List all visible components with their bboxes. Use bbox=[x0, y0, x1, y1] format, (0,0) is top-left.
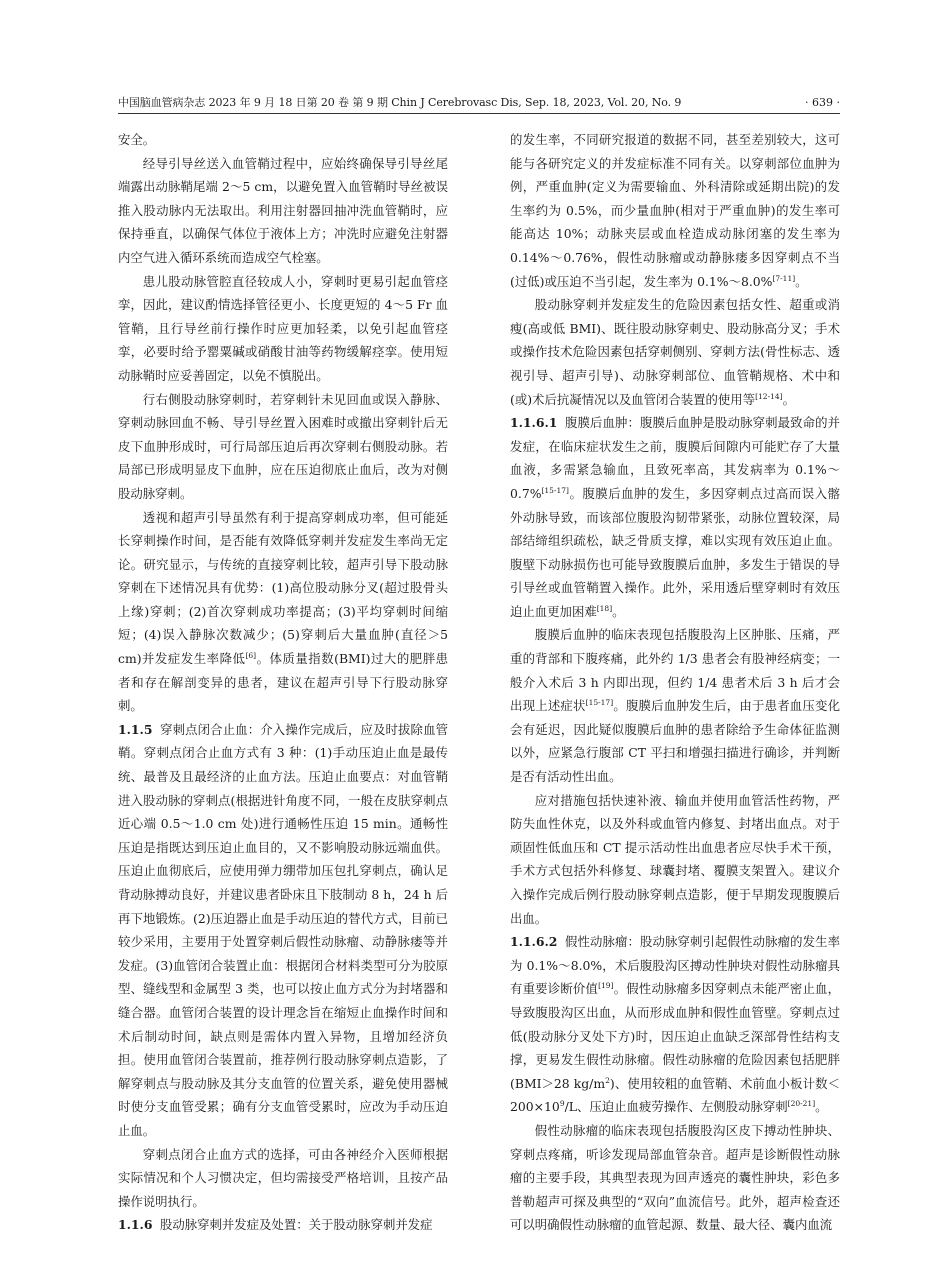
paragraph: 安全。 bbox=[118, 132, 156, 147]
paragraph-text: 透视和超声引导虽然有利于提高穿刺成功率，但可能延长穿刺操作时间，是否能有效降低穿刺并发症发生率尚无定论。研究显示，与传统的直接穿刺比较，超声引导下股动脉穿刺在下述情况具有优势：(1)高位股动脉分叉(超过股骨头上缘)穿刺；(2)首次穿刺成功率提高；(3)平均穿刺时间缩短；(4)误入静脉次数减少；(5)穿刺后大量血肿(直径＞5 cm)并发症发生率降低 bbox=[118, 509, 448, 667]
paragraph: 应对措施包括快速补液、输血并使用血管活性药物，严防失血性休克，以及外科或血管内修复、封堵出血点。对于顽固性低血压和 CT 提示活动性出血患者应尽快手术干预，手术方式包括外科修复、球囊封堵、覆膜支架置入。建议介入操作完成后例行股动脉穿刺点造影，便于早期发现腹膜后出血。 bbox=[510, 792, 840, 926]
superscript: 9 bbox=[559, 1099, 565, 1109]
journal-citation: 中国脑血管病杂志 2023 年 9 月 18 日第 20 卷 第 9 期 Chin J Cerebrovasc Dis, Sep. 18, 2023, Vol. 20, No. 9 bbox=[118, 96, 682, 109]
section-number: 1.1.6.1 bbox=[510, 415, 558, 431]
citation-ref: [19] bbox=[598, 981, 614, 991]
paragraph-text: 。腹膜后血肿发生后，由于患者血压变化会有延迟，因此疑似腹膜后血肿的患者除给予生命体征监测以外，应紧急行腹部 CT 平扫和增强扫描进行确诊，并判断是否有活动性出血。 bbox=[510, 698, 841, 785]
paragraph: 经导引导丝送入血管鞘过程中，应始终确保导引导丝尾端露出动脉鞘尾端 2～5 cm，以避免置入血管鞘时导丝被误推入股动脉内无法取出。利用注射器回抽冲洗血管鞘时，应保持垂直，以确保气体位于液体上方；冲洗时应避免注射器内空气进入循环系统而造成空气栓塞。 bbox=[118, 155, 448, 265]
paragraph bbox=[510, 128, 840, 293]
section-number: 1.1.6.2 bbox=[510, 934, 558, 950]
section-text: 。假性动脉瘤多因穿刺点未能严密止血，导致腹股沟区出血，从而形成血肿和假性血管壁。穿刺点过低(股动脉分叉处下方)时，因压迫止血缺乏深部骨性结构支撑，更易发生假性动脉瘤。假性动脉瘤的危险因素包括肥胖(BMI＞28 kg/m bbox=[510, 981, 841, 1091]
left-column bbox=[118, 128, 448, 1237]
section-text: 穿刺点闭合止血：介入操作完成后，应及时拔除血管鞘。穿刺点闭合止血方式有 3 种：(1)手动压迫止血是最传统、最普及且最经济的止血方法。压迫止血要点：对血管鞘进入股动脉的穿刺点(根据进针角度不同，一般在皮肤穿刺点近心端 0.5～1.0 cm 处)进行通畅性压迫 15 min。通畅性压迫是指既达到压迫止血目的，又不影响股动脉远端血供。压迫止血彻底后，应使用弹力绷带加压包扎穿刺点，确认足背动脉搏动良好，并建议患者卧床且下肢制动 8 h，24 h 后再下地锻炼。(2)压迫器止血是手动压迫的替代方式，目前已较少采用，主要用于处置穿刺后假性动脉瘤、动静脉瘘等并发症。(3)血管闭合装置止血：根据闭合材料类型可分为胶原型、缝线型和金属型 3 类，也可以按止血方式分为封堵器和缝合器。血管闭合装置的设计理念旨在缩短止血操作时间和术后制动时间，缺点则是需体内置入异物，且增加经济负担。使用血管闭合装置前，推荐例行股动脉穿刺点造影，了解穿刺点与股动脉及其分支血管的位置关系，避免使用器械时使分支血管受累；确有分支血管受累时，应改为手动压迫止血。 bbox=[118, 721, 448, 1138]
citation-ref: [7-11] bbox=[772, 273, 796, 283]
paragraph: 行右侧股动脉穿刺时，若穿刺针未见回血或误入静脉、穿刺动脉回血不畅、导引导丝置入困难时或撤出穿刺针后无皮下血肿形成时，可行局部压迫后再次穿刺右侧股动脉。若局部已形成明显皮下血肿，应在压迫彻底止血后，改为对侧股动脉穿刺。 bbox=[118, 391, 448, 501]
paragraph-text: 腹膜后血肿的临床表现包括腹股沟上区肿胀、压痛，严重的背部和下腹疼痛，此外约 1/3 患者会有股神经病变；一般介入术后 3 h 内即出现，但约 1/4 患者术后 3 h 后才会出现上述症状 bbox=[510, 627, 840, 714]
section-text: 股动脉穿刺并发症及处置：关于股动脉穿刺并发症 bbox=[159, 1217, 433, 1233]
paragraph: 假性动脉瘤的临床表现包括腹股沟区皮下搏动性肿块、穿刺点疼痛，听诊发现局部血管杂音。超声是诊断假性动脉瘤的主要手段，其典型表现为回声透亮的囊性肿块，彩色多普勒超声可探及典型的“双向”血流信号。此外，超声检查还可以明确假性动脉瘤的血管起源、数量、最大径、囊内血流 bbox=[510, 1122, 840, 1233]
section-number: 1.1.5 bbox=[118, 721, 153, 737]
paragraph: 穿刺点闭合止血方式的选择，可由各神经介入医师根据实际情况和个人习惯决定，但均需接受严格培训，且按产品操作说明执行。 bbox=[118, 1146, 448, 1209]
section-text: 。 bbox=[612, 603, 625, 619]
paragraph bbox=[510, 293, 840, 411]
right-column bbox=[510, 128, 840, 1237]
citation-ref: [15-17] bbox=[585, 698, 614, 708]
citation-ref: [18] bbox=[596, 603, 613, 613]
section-text: /L、压迫止血疲劳操作、左侧股动脉穿刺 bbox=[564, 1099, 788, 1115]
paragraph-text: 的发生率，不同研究报道的数据不同，甚至差别较大，这可能与各研究定义的并发症标准不同有关。以穿刺部位血肿为例，严重血肿(定义为需要输血、外科清除或延期出院)的发生率约为 0.5%，而少量血肿(相对于严重血肿)的发生率可能高达 10%；动脉夹层或血栓造成动脉闭塞的发生率为 0.14%～0.76%，假性动脉瘤或动静脉瘘多因穿刺点不当(过低)或压迫不当引起，发生率为 0.1%～8.0% bbox=[510, 132, 840, 289]
paragraph: 患儿股动脉管腔直径较成人小，穿刺时更易引起血管痉挛，因此，建议酌情选择管径更小、长度更短的 4～5 Fr 血管鞘，且行导丝前行操作时应更加轻柔，以免引起血管痉挛，必要时给予罂粟碱或硝酸甘油等药物缓解痉挛。使用短动脉鞘时应妥善固定，以免不慎脱出。 bbox=[118, 273, 448, 383]
citation-ref: [6] bbox=[245, 651, 257, 661]
paragraph-text: 。 bbox=[782, 391, 795, 407]
section-text: )、使用较粗的血管鞘、术前血小板计数＜200×10 bbox=[510, 1075, 840, 1115]
paragraph bbox=[510, 623, 840, 788]
paragraph-text: 。体质量指数(BMI)过大的肥胖患者和存在解剖变异的患者，建议在超声引导下行股动脉穿刺。 bbox=[118, 651, 449, 714]
section-text: 。腹膜后血肿的发生，多因穿刺点过高而误入髂外动脉导致，而该部位腹股沟韧带紧张，动脉位置较深，局部结缔组织疏松，缺乏骨质支撑，难以实现有效压迫止血。腹壁下动脉损伤也可能导致腹膜后血肿，多发生于错误的导引导丝或血管鞘置入操作。此外，采用透后壁穿刺时有效压迫止血更加困难 bbox=[510, 485, 840, 619]
section-1-1-5 bbox=[118, 718, 448, 1143]
section-1-1-6-2 bbox=[510, 930, 840, 1119]
section-number: 1.1.6 bbox=[118, 1217, 153, 1233]
section-1-1-6 bbox=[118, 1213, 448, 1237]
paragraph-text: 股动脉穿刺并发症发生的危险因素包括女性、超重或消瘦(高或低 BMI)、既往股动脉穿刺史、股动脉高分叉；手术或操作技术危险因素包括穿刺侧别、穿刺方法(骨性标志、透视引导、超声引导)、动脉穿刺部位、血管鞘规格、术中和(或)术后抗凝情况以及血管闭合装置的使用等 bbox=[510, 297, 840, 407]
citation-ref: [15-17] bbox=[541, 485, 569, 495]
paragraph-text: 。 bbox=[795, 273, 808, 289]
superscript: 2 bbox=[605, 1075, 610, 1085]
citation-ref: [20-21] bbox=[787, 1099, 816, 1109]
running-header bbox=[118, 96, 840, 114]
section-text: 假性动脉瘤：股动脉穿刺引起假性动脉瘤的发生率为 0.1%～8.0%，术后腹股沟区搏动性肿块对假性动脉瘤具有重要诊断价值 bbox=[510, 934, 840, 997]
paragraph bbox=[118, 506, 448, 718]
citation-ref: [12-14] bbox=[755, 391, 783, 401]
section-text: 腹膜后血肿：腹膜后血肿是股动脉穿刺最致命的并发症，在临床症状发生之前，腹膜后间隙内可能贮存了大量血液，多需紧急输血，且致死率高，其发病率为 0.1%～0.7% bbox=[510, 415, 840, 501]
page-number: · 639 · bbox=[805, 96, 840, 109]
section-1-1-6-1 bbox=[510, 411, 840, 623]
section-text: 。 bbox=[815, 1099, 828, 1115]
